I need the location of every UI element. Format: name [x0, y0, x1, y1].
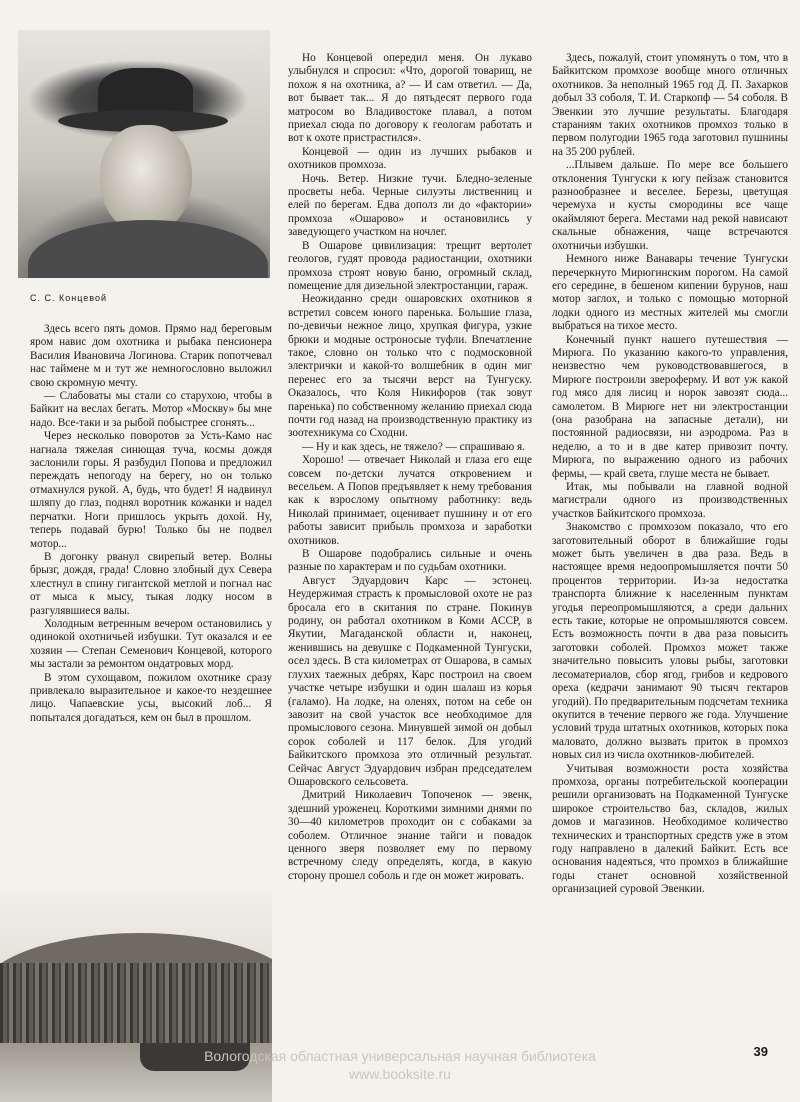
article-paragraph: В догонку рванул свирепый ветер. Волны брызг, дождя, града! Словно злобный дух Севера хлестнул в спину гигантской метлой и погнал нас от мыса к мысу, тыкая лодку носом в разгулявшиеся валы. [30, 550, 272, 617]
article-paragraph: В Ошарове цивилизация: трещит вертолет геологов, гудят провода радиостанции, охотники промхоза строят новую баню, огромный склад, помещение для дизельной электростанции, гараж. [288, 239, 532, 292]
article-paragraph: Через несколько поворотов за Усть-Камо нас нагнала тяжелая синющая туча, космы дождя заслонили горы. Я разбудил Попова и предложил переждать непогоду на берегу, но он только отмахнулся рукой. А, будь, что будет! Я надвинул шляпу до глаз, поднял воротник кожанки и надел перчатки. Ноги пришлось укрыть дохой. Ну, теперь подавай бурю! Только бы не подвел мотор... [30, 430, 272, 550]
watermark-url: www.booksite.ru [349, 1066, 451, 1082]
coat-shape [28, 220, 268, 278]
article-paragraph: Но Концевой опередил меня. Он лукаво улыбнулся и спросил: «Что, дорогой товарищ, не похож я на охотника, а? — И сам ответил. — Да, вот бывает так... Я до пятьдесят первого года матросом во Владивостоке плавал, а потом приехал сюда по договору к геологам работать и вот к охоте пристрастился». [288, 52, 532, 145]
article-paragraph: — Ну и как здесь, не тяжело? — спрашиваю я. [302, 440, 525, 453]
face-shape [100, 125, 192, 235]
article-paragraph: Учитывая возможности роста хозяйства промхоза, органы потребительской кооперации решили организовать на Подкаменной Тунгуске широкое строительство баз, складов, жилых домов и магазинов. Необходимое количество технических и транспортных средств уже в этом году направлено в далекий Байкит. Есть все основания надеяться, что промхоз в ближайшие годы станет основной хозяйственной организацией суровой Эвенкии. [552, 762, 788, 896]
article-paragraph: Хорошо! — отвечает Николай и глаза его еще совсем по-детски лучатся откровением и весельем. А Попов предъявляет к нему требования как к взрослому опытному работнику: ведь Николай принимает, оценивает пушнину и от его работы зависит прибыль промхоза и заработки охотников. [288, 454, 532, 547]
article-paragraph: В Ошарове подобрались сильные и очень разные по характерам и по судьбам охотники. [288, 548, 532, 574]
article-column-1 [30, 323, 272, 725]
article-column-3 [552, 52, 788, 897]
page-number: 39 [753, 1044, 768, 1059]
forest-shape [0, 963, 272, 1043]
article-paragraph: Итак, мы побывали на главной водной магистрали одного из производственных участков Байкитского промхоза. [552, 481, 788, 520]
article-paragraph: Концевой — один из лучших рыбаков и охотников промхоза. [288, 145, 532, 172]
article-paragraph: Здесь всего пять домов. Прямо над береговым яром навис дом охотника и рыбака пенсионера Василия Ивановича Логинова. Старик попотчевал нас таймене м и тут же немногословно выложил свою скромную мечту. [30, 323, 272, 389]
article-paragraph: Здесь, пожалуй, стоит упомянуть о том, что в Байкитском промхозе вообще много отличных охотников. За неполный 1965 год Д. П. Захарков добыл 33 соболя, Т. И. Старкопф — 54 соболя. В Эвенкии это лучшие результаты. Благодаря стараниям таких охотников промхоз только в первом полугодии 1965 года заготовил пушнины на 35 200 рублей. [552, 52, 788, 158]
watermark-library: Вологодская областная универсальная научная библиотека [204, 1048, 596, 1064]
article-paragraph: Знакомство с промхозом показало, что его заготовительный оборот в ближайшие годы может быть увеличен в два раза. Ведь в настоящее время недоопромышляется почти 50 процентов территории. Из-за недостатка транспорта ближние к населенным пунктам угодья переопромышляются, а среди дальних есть такие, которые не опромышляются совсем. Есть возможность почти в два раза повысить заготовки соболей. Промхоз может также значительно повысить уловы рыбы, заготовки лесоматериалов, сбор ягод, грибов и кедрового ореха (кедрачи занимают 90 тысяч гектаров угодий). По предварительным подсчетам техника окупится в течение первого же года. Улучшение условий труда штатных охотников, которых пока маловато, должно вызвать приток в промхоз новых сил из числа охотников-любителей. [552, 521, 788, 762]
article-paragraph: Немного ниже Ванавары течение Тунгуски перечеркнуто Мирюгинским порогом. На самой его середине, в бешеном кипении бурунов, наш мотор заглох, и только с помощью моторной лодки одного из местных жителей мы смогли выбраться на тихое место. [552, 253, 788, 333]
article-paragraph: В этом сухощавом, пожилом охотнике сразу привлекало выразительное и какое-то нездешнее лицо. Чапаевские усы, высокий лоб... Я попытался догадаться, кем он был в прошлом. [30, 671, 272, 724]
article-paragraph: Дмитрий Николаевич Топоченок — эвенк, здешний уроженец. Короткими зимними днями по 30—40 километров проходит он с собаками за соболем. Отличное знание тайги и повадок ценного зверя позволяет ему по первому встречному следу определять, когда, в какую сторону прошел соболь и где он может жировать. [288, 789, 532, 882]
portrait-photo [18, 30, 270, 278]
article-paragraph: ...Плывем дальше. По мере все большего отклонения Тунгуски к югу пейзаж становится разнообразнее и веселее. Березы, цветущая черемуха и кусты смородины все чаще окаймляют берега. Местами над рекой нависают скальные обнажения, чаще встречаются охотничьи избушки. [552, 159, 788, 252]
article-paragraph: Август Эдуардович Карс — эстонец. Неудержимая страсть к промысловой охоте не раз бросала его в скитания по стране. Покинув родину, он работал охотником в Коми АССР, в Якутии, Магаданской области и, наконец, женившись на девушке с Подкаменной Тунгуски, осел здесь. В ста километрах от Ошарова, в самых глухих таежных дебрях, Карс построил на своем участке четыре избушки и один шалаш из корья (галамо). На лодке, на оленях, потом на себе он завозит на свой участок все необходимое для промыслового сезона. Минувшей зимой он добыл сорок соболей и 117 белок. Для угодий Байкитского промхоза это отличный результат. Сейчас Август Эдуардович избран председателем Ошаровского сельсовета. [288, 574, 532, 788]
article-paragraph: Холодным ветренным вечером остановились у одинокой охотничьей избушки. Тут оказался и ее хозяин — Степан Семенович Концевой, которого мы застали за ремонтом ондатровых морд. [30, 617, 272, 671]
article-paragraph: Конечный пункт нашего путешествия — Мирюга. По указанию какого-то управления, неизвестно чем руководствовавшегося, в Мирюге построили звероферму. И вот уж какой год мясо для лисиц и норок завозят сюда... самолетом. В Мирюге нет ни электростанции (она разобрана на запасные детали), ни постоянной радиосвязи, ни аэродрома. Раз в неделю, а то и в две катер привозит почту. Мирюга, по выражению одного из рабочих фермы, — край света, глуше места не бывает. [552, 333, 788, 480]
article-paragraph: Ночь. Ветер. Низкие тучи. Бледно-зеленые просветы неба. Черные силуэты лиственниц и елей по берегам. Едва дополз ли до «фактории» промхоза «Ошарово» и остановились у заведующего участком на ночлег. [288, 172, 532, 239]
article-paragraph: Неожиданно среди ошаровских охотников я встретил совсем юного паренька. Большие глаза, по-девичьи нежное лицо, хрупкая фигура, узкие брюки и модные остроносые туфли. Впечатление такое, словно он только что с подмосковной электрички и какой-то волшебник в один миг перенес его за тысячи верст на Тунгуску. Оказалось, что Коля Никифоров (так зовут паренька) по собственному желанию приехал сюда почти год назад на производственную практику из зоотехникума со Сходни. [288, 293, 532, 440]
photo-caption: С. С. Концевой [30, 293, 107, 303]
article-column-2 [288, 52, 532, 883]
article-paragraph: — Слабоваты мы стали со старухою, чтобы в Байкит на веслах бегать. Мотор «Москву» бы мне надо. Все-таки и за рыбой побыстрее сгонять... [30, 390, 272, 429]
